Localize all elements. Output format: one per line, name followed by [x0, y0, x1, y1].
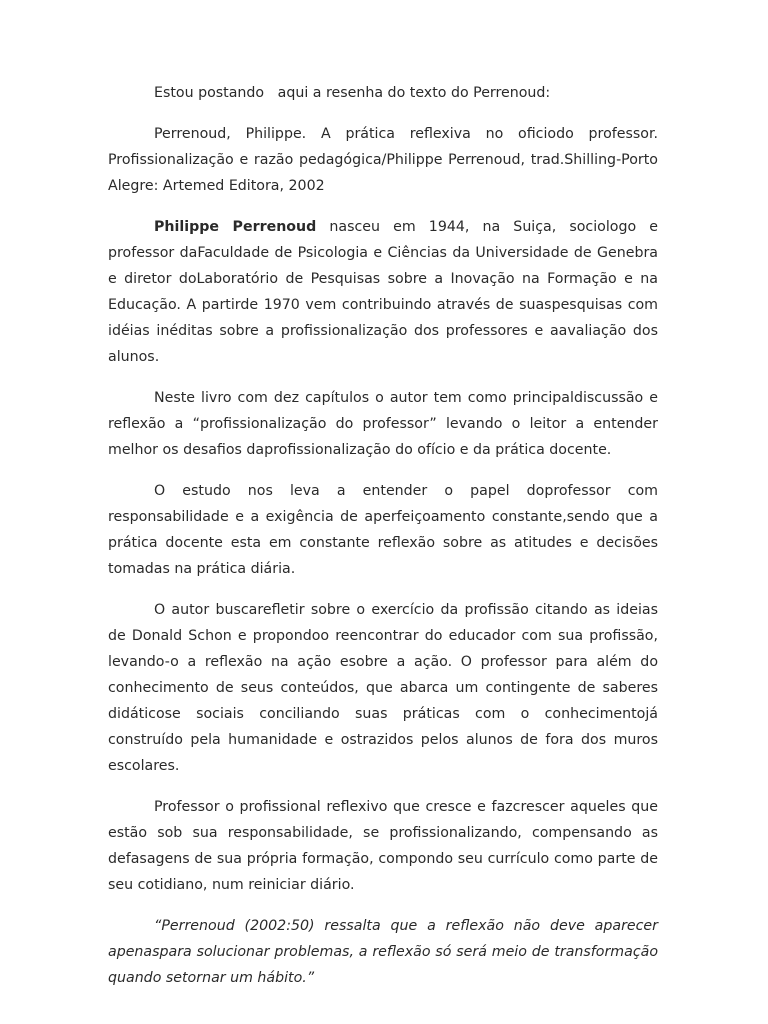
- quote-paragraph: “Perrenoud (2002:50) ressalta que a reflexão não deve aparecer apenaspara solucionar problemas, a reflexão só será meio de transformação quando setornar um hábito.”: [108, 918, 658, 986]
- document-page: [108, 80, 658, 1006]
- bio-text: nasceu em 1944, na Suiça, sociologo e professor daFaculdade de Psicologia e Ciências da Universidade de Genebra e diretor doLaboratório de Pesquisas sobre a Inovação na Formação e na Educação. A partirde 1970 vem contribuindo através de suaspesquisas com idéias inéditas sobre a profissionalização dos professores e aavaliação dos alunos.: [108, 219, 659, 365]
- bio-paragraph: [108, 214, 658, 370]
- intro-text-start: Estou postando: [154, 85, 265, 101]
- citation-paragraph: Perrenoud, Philippe. A prática reflexiva no oficiodo professor. Profissionalização e razão pedagógica/Philippe Perrenoud, trad.Shilling-Porto Alegre: Artemed Editora, 2002: [108, 126, 658, 194]
- author-name: Philippe Perrenoud: [154, 219, 317, 235]
- body-paragraph-3: O autor buscarefletir sobre o exercício da profissão citando as ideias de Donald Schon e propondoo reencontrar do educador com sua profissão, levando-o a reflexão na ação esobre a ação. O professor para além do conhecimento de seus conteúdos, que abarca um contingente de saberes didáticose sociais conciliando suas práticas com o conhecimentojá construído pela humanidade e ostrazidos pelos alunos de fora dos muros escolares.: [108, 602, 658, 774]
- intro-paragraph: [108, 80, 658, 106]
- body-paragraph-2: O estudo nos leva a entender o papel doprofessor com responsabilidade e a exigência de aperfeiçoamento constante,sendo que a prática docente esta em constante reflexão sobre as atitudes e decisões tomadas na prática diária.: [108, 483, 658, 577]
- body-paragraph-4: Professor o profissional reflexivo que cresce e fazcrescer aqueles que estão sob sua responsabilidade, se profissionalizando, compensando as defasagens de sua própria formação, compondo seu currículo como parte de seu cotidiano, num reiniciar diário.: [108, 799, 658, 893]
- body-paragraph-1: Neste livro com dez capítulos o autor tem como principaldiscussão e reflexão a “profissionalização do professor” levando o leitor a entender melhor os desafios daprofissionalização do ofício e da prática docente.: [108, 390, 658, 458]
- intro-text-end: aqui a resenha do texto do Perrenoud:: [264, 85, 551, 101]
